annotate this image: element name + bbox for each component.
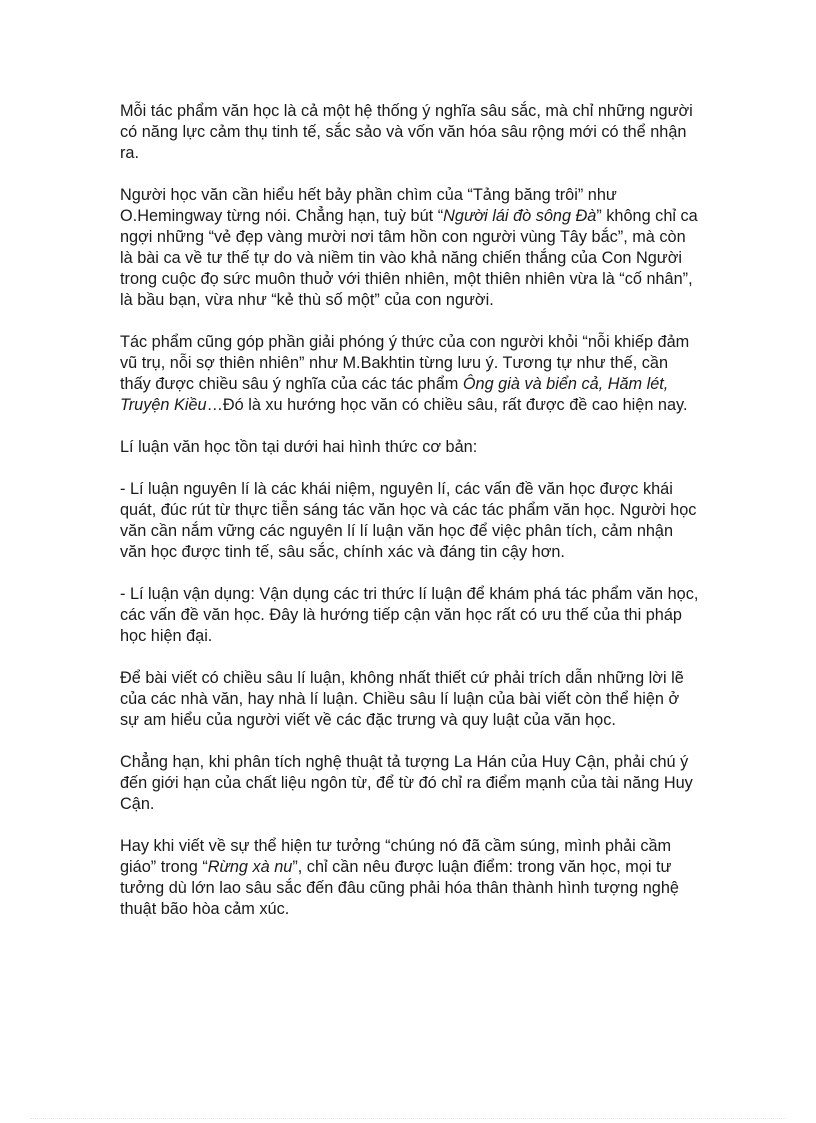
paragraph bbox=[120, 479, 700, 563]
paragraph-text: Mỗi tác phẩm văn học là cả một hệ thống ý nghĩa sâu sắc, mà chỉ những người có năng lực cảm thụ tinh tế, sắc sảo và vốn văn hóa sâu rộng mới có thể nhận ra. bbox=[120, 102, 693, 162]
paragraph bbox=[120, 668, 700, 731]
paragraph bbox=[120, 836, 700, 920]
italic-title-text: Rừng xà nu bbox=[207, 858, 293, 876]
paragraph-text: - Lí luận vận dụng: Vận dụng các tri thức lí luận để khám phá tác phẩm văn học, các vấn đề văn học. Đây là hướng tiếp cận văn học rất có ưu thế của thi pháp học hiện đại. bbox=[120, 585, 699, 645]
paragraph-text: …Đó là xu hướng học văn có chiều sâu, rất được đề cao hiện nay. bbox=[206, 396, 688, 414]
paragraph-text: ” không chỉ ca ngợi những “vẻ đẹp vàng mười nơi tâm hồn con người vùng Tây bắc”, mà còn là bài ca về tư thế tự do và niềm tin vào khả năng chiến thắng của Con Người trong cuộc đọ sức muôn thuở với thiên nhiên, một thiên nhiên vừa là “cố nhân”, là bầu bạn, vừa như “kẻ thù số một” của con người. bbox=[120, 207, 698, 309]
paragraph-text: Lí luận văn học tồn tại dưới hai hình thức cơ bản: bbox=[120, 438, 478, 456]
page-bottom-edge bbox=[30, 1118, 786, 1119]
paragraph-text: ”, chỉ cần nêu được luận điểm: trong văn học, mọi tư tưởng dù lớn lao sâu sắc đến đâu cũng phải hóa thân thành hình tượng nghệ thuật bão hòa cảm xúc. bbox=[120, 858, 679, 918]
paragraph-text: - Lí luận nguyên lí là các khái niệm, nguyên lí, các vấn đề văn học được khái quát, đúc rút từ thực tiễn sáng tác văn học và các tác phẩm văn học. Người học văn cần nắm vững các nguyên lí lí luận văn học để việc phân tích, cảm nhận văn học được tinh tế, sâu sắc, chính xác và đáng tin cậy hơn. bbox=[120, 480, 697, 561]
paragraph bbox=[120, 437, 700, 458]
paragraph-text: Để bài viết có chiều sâu lí luận, không nhất thiết cứ phải trích dẫn những lời lẽ của các nhà văn, hay nhà lí luận. Chiều sâu lí luận của bài viết còn thể hiện ở sự am hiểu của người viết về các đặc trưng và quy luật của văn học. bbox=[120, 669, 684, 729]
paragraph-text: Người học văn cần hiểu hết bảy phần chìm của “Tảng băng trôi” như O.Hemingway từng nói. Chẳng hạn, tuỳ bút “ bbox=[120, 186, 617, 225]
paragraph-text: Tác phẩm cũng góp phần giải phóng ý thức của con người khỏi “nỗi khiếp đảm vũ trụ, nỗi sợ thiên nhiên” như M.Bakhtin từng lưu ý. Tương tự như thế, cần thấy được chiều sâu ý nghĩa của các tác phẩm bbox=[120, 333, 690, 393]
paragraph-text: Chẳng hạn, khi phân tích nghệ thuật tả tượng La Hán của Huy Cận, phải chú ý đến giới hạn của chất liệu ngôn từ, để từ đó chỉ ra điểm mạnh của tài năng Huy Cận. bbox=[120, 753, 693, 813]
paragraph bbox=[120, 185, 700, 311]
italic-title-text: Người lái đò sông Đà bbox=[443, 207, 597, 225]
document-body bbox=[120, 101, 700, 941]
paragraph bbox=[120, 332, 700, 416]
paragraph-text: Hay khi viết về sự thể hiện tư tưởng “chúng nó đã cầm súng, mình phải cầm giáo” trong “ bbox=[120, 837, 672, 876]
paragraph bbox=[120, 752, 700, 815]
paragraph bbox=[120, 584, 700, 647]
italic-title-text: Ông già và biển cả, Hăm lét, Truyện Kiều bbox=[120, 375, 669, 414]
paragraph bbox=[120, 101, 700, 164]
